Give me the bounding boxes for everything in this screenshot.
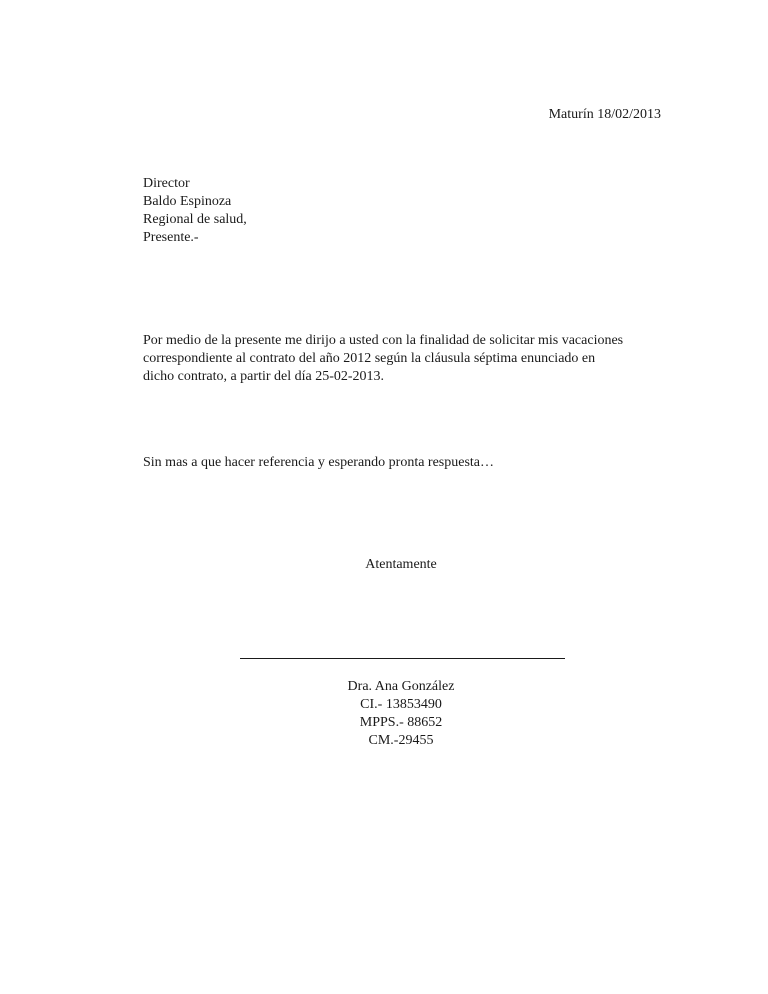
signer-ci: CI.- 13853490	[360, 697, 442, 712]
recipient-name: Baldo Espinoza	[143, 194, 232, 209]
signature-line	[240, 658, 565, 659]
date-line: Maturín 18/02/2013	[548, 107, 661, 122]
body-line: correspondiente al contrato del año 2012 según la cláusula séptima enunciado en	[143, 351, 596, 366]
closing-paragraph: Sin mas a que hacer referencia y esperando pronta respuesta…	[143, 455, 495, 470]
signer-mpps: MPPS.- 88652	[359, 715, 443, 730]
body-line: dicho contrato, a partir del día 25-02-2013.	[143, 369, 385, 384]
recipient-title: Director	[143, 176, 190, 191]
recipient-organization: Regional de salud,	[143, 212, 247, 227]
signature-block	[0, 678, 768, 750]
signer-cm: CM.-29455	[368, 733, 434, 748]
recipient-presente: Presente.-	[143, 230, 199, 245]
body-paragraph	[143, 332, 673, 386]
salutation: Atentamente	[365, 557, 437, 572]
recipient-block	[143, 175, 247, 247]
body-line: Por medio de la presente me dirijo a usted con la finalidad de solicitar mis vacaciones	[143, 333, 624, 348]
signer-name: Dra. Ana González	[347, 679, 455, 694]
